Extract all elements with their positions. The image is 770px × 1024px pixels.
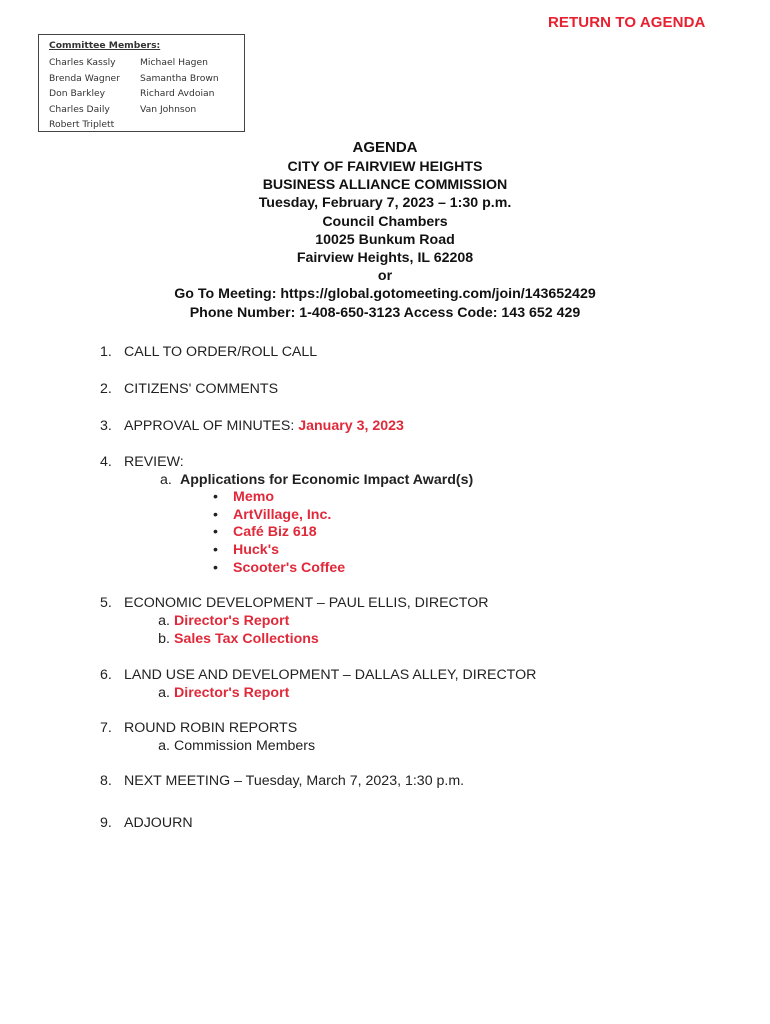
meeting-address: 10025 Bunkum Road — [315, 231, 455, 248]
sub-item-label: a. — [158, 613, 170, 629]
bullet-item — [213, 489, 274, 505]
item-text: CALL TO ORDER/ROLL CALL — [124, 344, 318, 360]
agenda-item-6 — [100, 667, 536, 683]
item-number: 1. — [100, 344, 112, 360]
goto-meeting-info: Go To Meeting: https://global.gotomeeting.com/join/143652429 — [174, 286, 596, 303]
sales-tax-link[interactable]: Sales Tax Collections — [174, 631, 319, 647]
agenda-item-4 — [100, 454, 184, 470]
item-text: ECONOMIC DEVELOPMENT – PAUL ELLIS, DIRECTOR — [124, 595, 489, 611]
cafe-biz-link[interactable]: Café Biz 618 — [233, 524, 317, 540]
committee-members-column-1 — [49, 55, 120, 133]
item-number: 6. — [100, 667, 112, 683]
item-number: 7. — [100, 720, 112, 736]
artvillage-link[interactable]: ArtVillage, Inc. — [233, 507, 332, 523]
or-separator: or — [377, 268, 393, 285]
bullet-item — [213, 524, 317, 540]
agenda-item-3 — [100, 418, 404, 434]
bullet-icon: • — [213, 507, 218, 523]
item-text: NEXT MEETING – Tuesday, March 7, 2023, 1:30 p.m. — [124, 773, 465, 789]
bullet-item — [213, 542, 279, 558]
bullet-icon: • — [213, 524, 218, 540]
return-to-agenda-link[interactable]: RETURN TO AGENDA — [548, 14, 706, 31]
agenda-item-2 — [100, 381, 278, 397]
phone-info: Phone Number: 1-408-650-3123 Access Code: 143 652 429 — [189, 304, 581, 321]
sub-item-4a — [160, 472, 473, 488]
committee-member: Richard Avdoian — [140, 88, 215, 99]
meeting-date: Tuesday, February 7, 2023 – 1:30 p.m. — [258, 195, 512, 212]
committee-member: Charles Daily — [49, 103, 110, 115]
city-name: CITY OF FAIRVIEW HEIGHTS — [287, 159, 483, 175]
sub-item-text: Commission Members — [174, 738, 316, 754]
bullet-item — [213, 507, 331, 523]
sub-item-label: a. — [158, 738, 170, 754]
committee-member: Samantha Brown — [140, 72, 219, 84]
sub-item-label: a. — [160, 472, 172, 488]
committee-member: Robert Triplett — [49, 119, 115, 130]
agenda-item-1 — [100, 344, 317, 360]
agenda-item-5 — [100, 595, 489, 611]
committee-member: Michael Hagen — [140, 57, 208, 68]
item-number: 4. — [100, 454, 112, 470]
item-text: APPROVAL OF MINUTES: — [124, 418, 299, 434]
memo-link[interactable]: Memo — [233, 489, 274, 505]
committee-members-box — [38, 34, 245, 132]
sub-item-text: Applications for Economic Impact Award(s) — [180, 472, 474, 488]
agenda-title: AGENDA — [352, 139, 418, 156]
bullet-icon: • — [213, 542, 218, 558]
sub-item-7a — [130, 738, 315, 754]
hucks-link[interactable]: Huck's — [233, 542, 279, 558]
committee-members-title: Committee Members: — [49, 40, 161, 51]
item-text: REVIEW: — [124, 454, 184, 470]
commission-name: BUSINESS ALLIANCE COMMISSION — [262, 177, 508, 194]
agenda-item-7 — [100, 720, 297, 736]
sub-item-6a — [130, 685, 289, 701]
item-text: ROUND ROBIN REPORTS — [124, 720, 298, 736]
sub-item-label: a. — [158, 685, 170, 701]
directors-report-link[interactable]: Director's Report — [174, 685, 290, 701]
directors-report-link[interactable]: Director's Report — [174, 613, 290, 629]
sub-item-label: b. — [158, 631, 170, 647]
item-number: 9. — [100, 815, 112, 831]
item-text: LAND USE AND DEVELOPMENT – DALLAS ALLEY, DIRECTOR — [124, 667, 537, 683]
bullet-item — [213, 560, 345, 576]
agenda-item-9 — [100, 815, 193, 831]
agenda-item-8 — [100, 773, 464, 789]
meeting-city-state: Fairview Heights, IL 62208 — [296, 250, 474, 267]
scooters-coffee-link[interactable]: Scooter's Coffee — [233, 560, 346, 576]
item-number: 5. — [100, 595, 112, 611]
committee-member: Charles Kassly — [49, 57, 116, 68]
item-number: 8. — [100, 773, 112, 789]
committee-members-column-2 — [140, 55, 219, 117]
minutes-link[interactable]: January 3, 2023 — [298, 418, 404, 434]
meeting-location: Council Chambers — [322, 213, 448, 230]
bullet-icon: • — [213, 489, 218, 505]
sub-item-5b — [130, 631, 319, 647]
agenda-header — [0, 138, 770, 322]
sub-item-5a — [130, 613, 289, 629]
bullet-icon: • — [213, 560, 218, 576]
item-number: 2. — [100, 381, 112, 397]
item-text: ADJOURN — [124, 815, 193, 831]
committee-member: Brenda Wagner — [49, 72, 120, 84]
committee-member: Don Barkley — [49, 88, 106, 99]
item-number: 3. — [100, 418, 112, 434]
item-text: CITIZENS' COMMENTS — [124, 381, 279, 397]
committee-member: Van Johnson — [140, 103, 197, 115]
